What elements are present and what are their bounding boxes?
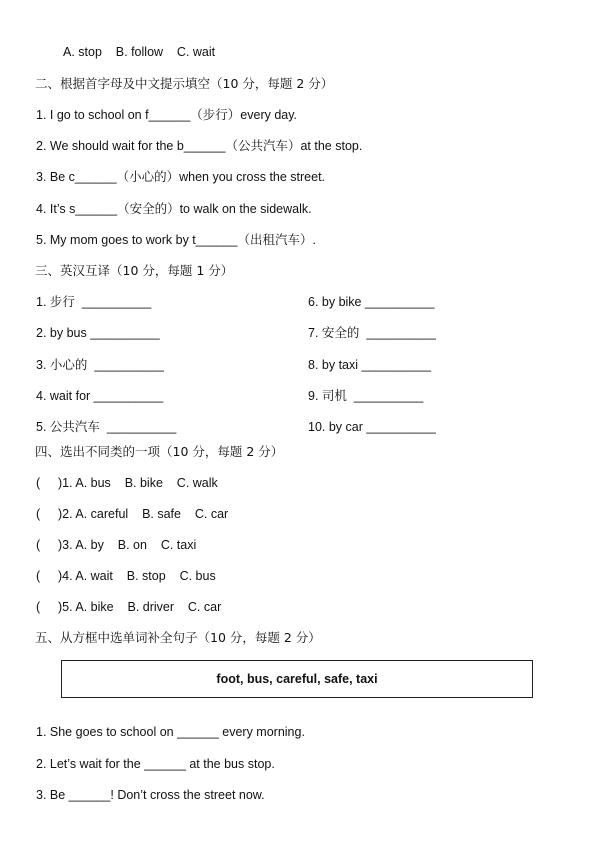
choice-item-text: )4. A. wait B. stop C. bus <box>58 569 216 583</box>
translate-item: 3. 小心的 __________ <box>36 358 164 372</box>
sentence-item: 2. Let’s wait for the ______ at the bus stop. <box>36 757 275 771</box>
word-box <box>61 660 533 698</box>
sentence-item: 3. Be ______! Don’t cross the street now. <box>36 788 265 802</box>
answer-paren: ( <box>36 476 41 490</box>
word-box-text: foot, bus, careful, safe, taxi <box>216 672 378 686</box>
question-options: A. stop B. follow C. wait <box>63 45 216 59</box>
choice-item-text: )2. A. careful B. safe C. car <box>58 507 229 521</box>
fill-item: 1. I go to school on f______（步行）every day. <box>36 108 298 122</box>
choice-item <box>36 506 228 522</box>
section-2-heading: 二、根据首字母及中文提示填空（10 分，每题 2 分） <box>35 76 334 91</box>
choice-item-text: )3. A. by B. on C. taxi <box>58 538 197 552</box>
choice-item <box>36 537 196 553</box>
translate-item: 9. 司机 __________ <box>308 389 424 403</box>
sentence-item: 1. She goes to school on ______ every morning. <box>36 725 305 739</box>
translate-item: 8. by taxi __________ <box>308 358 432 372</box>
answer-paren: ( <box>36 538 41 552</box>
answer-paren: ( <box>36 507 41 521</box>
fill-item: 2. We should wait for the b______（公共汽车）at the stop. <box>36 139 363 153</box>
choice-item-text: )5. A. bike B. driver C. car <box>58 600 222 614</box>
translate-item: 10. by car __________ <box>308 420 436 434</box>
choice-item-text: )1. A. bus B. bike C. walk <box>58 476 218 490</box>
section-5-heading: 五、从方框中选单词补全句子（10 分，每题 2 分） <box>35 630 321 645</box>
section-3-heading: 三、英汉互译（10 分，每题 1 分） <box>35 263 234 278</box>
translate-item: 1. 步行 __________ <box>36 295 152 309</box>
choice-item <box>36 475 218 491</box>
fill-item: 3. Be c______（小心的）when you cross the street. <box>36 170 326 184</box>
translate-item: 6. by bike __________ <box>308 295 435 309</box>
answer-paren: ( <box>36 600 41 614</box>
choice-item <box>36 599 221 615</box>
section-4-heading: 四、选出不同类的一项（10 分，每题 2 分） <box>35 444 284 459</box>
translate-item: 5. 公共汽车 __________ <box>36 420 177 434</box>
choice-item <box>36 568 216 584</box>
fill-item: 4. It’s s______（安全的）to walk on the sidewalk. <box>36 202 312 216</box>
translate-item: 4. wait for __________ <box>36 389 164 403</box>
fill-item: 5. My mom goes to work by t______（出租汽车）. <box>36 233 316 247</box>
translate-item: 2. by bus __________ <box>36 326 160 340</box>
translate-item: 7. 安全的 __________ <box>308 326 436 340</box>
answer-paren: ( <box>36 569 41 583</box>
